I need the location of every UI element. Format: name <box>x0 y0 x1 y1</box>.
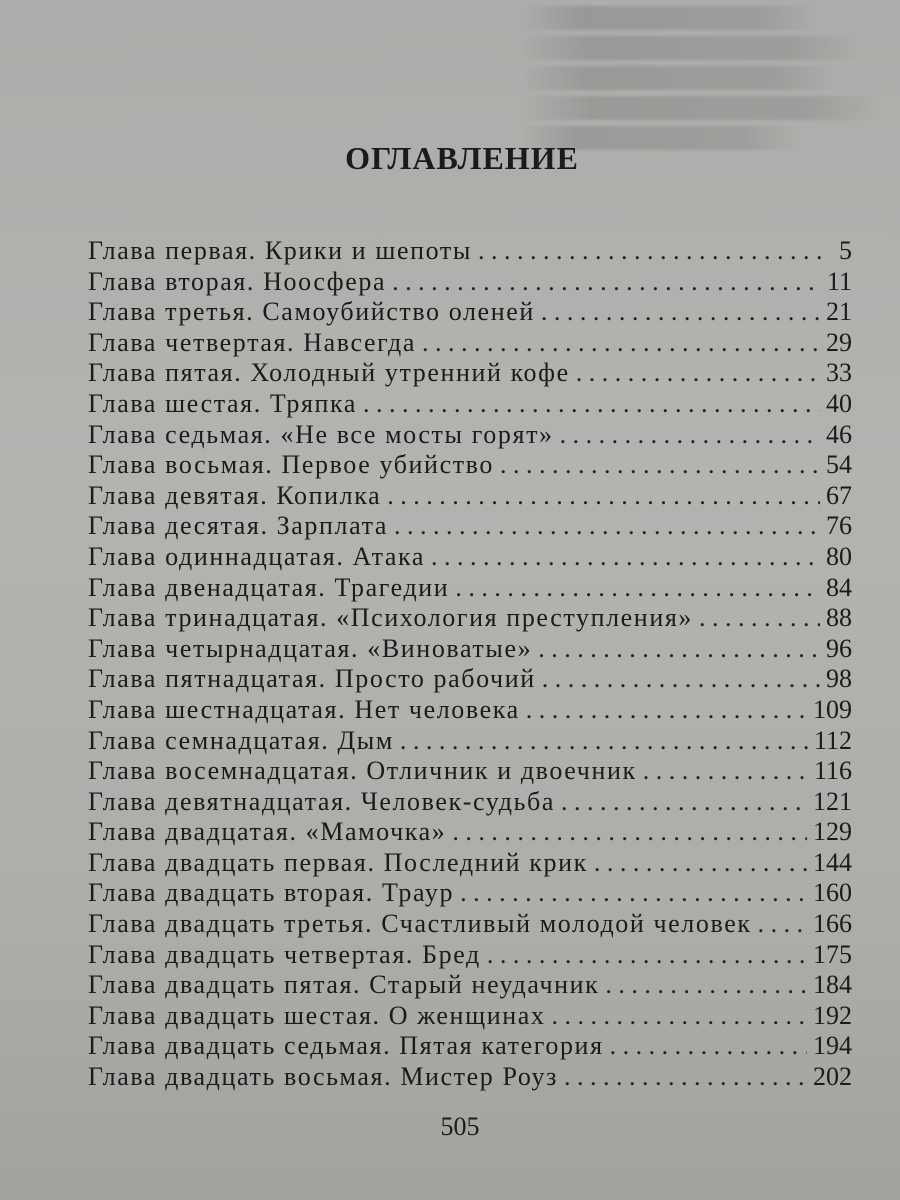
dot-leader <box>594 848 807 879</box>
chapter-title: Глава двадцатая. «Мамочка» <box>88 817 447 847</box>
dot-leader <box>542 664 820 695</box>
chapter-page-number: 109 <box>813 694 852 724</box>
toc-entry <box>88 695 852 726</box>
dot-leader <box>551 1001 807 1032</box>
chapter-page-number: 192 <box>813 1000 852 1030</box>
dot-leader <box>500 450 820 481</box>
toc-entry <box>88 756 852 787</box>
chapter-title: Глава двадцать первая. Последний крик <box>88 847 588 877</box>
chapter-page-number: 11 <box>826 266 852 296</box>
chapter-title: Глава пятнадцатая. Просто рабочий <box>88 664 536 694</box>
toc-entry <box>88 450 852 481</box>
dot-leader <box>564 1062 807 1093</box>
chapter-title: Глава четвертая. Навсегда <box>88 327 417 357</box>
table-of-contents <box>88 236 852 1093</box>
dot-leader <box>643 756 808 787</box>
chapter-title: Глава первая. Крики и шепоты <box>88 236 472 265</box>
chapter-page-number: 194 <box>813 1031 852 1061</box>
chapter-title: Глава вторая. Ноосфера <box>88 266 387 296</box>
toc-entry <box>88 603 852 634</box>
chapter-page-number: 80 <box>826 541 852 571</box>
dot-leader <box>392 267 821 298</box>
dot-leader <box>699 603 820 634</box>
toc-entry <box>88 297 852 328</box>
toc-entry <box>88 787 852 818</box>
chapter-title: Глава семнадцатая. Дым <box>88 725 394 755</box>
chapter-page-number: 112 <box>813 725 852 755</box>
dot-leader <box>452 817 807 848</box>
chapter-page-number: 33 <box>826 358 852 388</box>
chapter-title: Глава шестая. Тряпка <box>88 388 358 418</box>
chapter-page-number: 129 <box>813 817 852 847</box>
chapter-title: Глава двенадцатая. Трагедии <box>88 572 450 602</box>
dot-leader <box>560 420 820 451</box>
chapter-title: Глава восемнадцатая. Отличник и двоечник <box>88 756 637 786</box>
chapter-title: Глава двадцать седьмая. Пятая категория <box>88 1031 604 1061</box>
dot-leader <box>363 389 820 420</box>
chapter-page-number: 46 <box>826 419 852 449</box>
dot-leader <box>460 878 807 909</box>
chapter-title: Глава четырнадцатая. «Виноватые» <box>88 633 533 663</box>
dot-leader <box>422 328 820 359</box>
dot-leader <box>561 787 807 818</box>
toc-entry <box>88 389 852 420</box>
toc-entry <box>88 511 852 542</box>
dot-leader <box>400 726 808 757</box>
dot-leader <box>605 970 807 1001</box>
dot-leader <box>478 236 826 267</box>
chapter-page-number: 160 <box>813 878 852 908</box>
toc-entry <box>88 1001 852 1032</box>
dot-leader <box>394 511 820 542</box>
chapter-page-number: 67 <box>826 480 852 510</box>
chapter-page-number: 54 <box>826 450 852 480</box>
dot-leader <box>541 297 820 328</box>
toc-entry <box>88 878 852 909</box>
dot-leader <box>538 634 820 665</box>
chapter-page-number: 116 <box>813 756 852 786</box>
chapter-title: Глава шестнадцатая. Нет человека <box>88 694 520 724</box>
toc-entry <box>88 817 852 848</box>
chapter-title: Глава одиннадцатая. Атака <box>88 541 425 571</box>
chapter-title: Глава двадцать третья. Счастливый молодой человек <box>88 909 752 939</box>
toc-entry <box>88 1062 852 1093</box>
chapter-title: Глава двадцать четвертая. Бред <box>88 939 481 969</box>
dot-leader <box>758 909 807 940</box>
chapter-page-number: 98 <box>826 664 852 694</box>
chapter-title: Глава десятая. Зарплата <box>88 511 388 541</box>
dot-leader <box>455 573 820 604</box>
toc-entry <box>88 420 852 451</box>
toc-entry <box>88 1031 852 1062</box>
chapter-page-number: 21 <box>826 297 852 327</box>
toc-entry <box>88 634 852 665</box>
chapter-title: Глава двадцать восьмая. Мистер Роуз <box>88 1062 558 1092</box>
toc-entry <box>88 909 852 940</box>
chapter-page-number: 202 <box>813 1062 852 1092</box>
toc-entry <box>88 328 852 359</box>
bleed-through-text <box>520 0 900 150</box>
chapter-title: Глава пятая. Холодный утренний кофе <box>88 358 570 388</box>
chapter-title: Глава двадцать вторая. Траур <box>88 878 455 908</box>
chapter-page-number: 40 <box>826 388 852 418</box>
toc-entry <box>88 267 852 298</box>
dot-leader <box>431 542 820 573</box>
toc-entry <box>88 848 852 879</box>
dot-leader <box>610 1031 807 1062</box>
toc-entry <box>88 664 852 695</box>
chapter-page-number: 121 <box>813 786 852 816</box>
chapter-page-number: 175 <box>813 939 852 969</box>
toc-entry <box>88 236 852 267</box>
chapter-title: Глава девятнадцатая. Человек-судьба <box>88 786 556 816</box>
dot-leader <box>487 940 807 971</box>
chapter-title: Глава восьмая. Первое убийство <box>88 450 494 480</box>
page-number: 505 <box>440 1112 480 1141</box>
chapter-page-number: 144 <box>813 847 852 877</box>
toc-entry <box>88 358 852 389</box>
chapter-page-number: 76 <box>826 511 852 541</box>
chapter-title: Глава третья. Самоубийство оленей <box>88 297 535 327</box>
chapter-page-number: 29 <box>826 327 852 357</box>
toc-entry <box>88 542 852 573</box>
toc-entry <box>88 481 852 512</box>
chapter-title: Глава девятая. Копилка <box>88 480 382 510</box>
chapter-title: Глава седьмая. «Не все мосты горят» <box>88 419 554 449</box>
page-title: ОГЛАВЛЕНИЕ <box>345 140 579 176</box>
chapter-page-number: 84 <box>826 572 852 602</box>
dot-leader <box>576 358 820 389</box>
dot-leader <box>526 695 807 726</box>
chapter-page-number: 5 <box>839 236 852 265</box>
toc-entry <box>88 970 852 1001</box>
chapter-page-number: 96 <box>826 633 852 663</box>
chapter-title: Глава двадцать шестая. О женщинах <box>88 1000 546 1030</box>
chapter-title: Глава двадцать пятая. Старый неудачник <box>88 970 600 1000</box>
chapter-title: Глава тринадцатая. «Психология преступления» <box>88 603 693 633</box>
dot-leader <box>387 481 820 512</box>
toc-entry <box>88 573 852 604</box>
chapter-page-number: 166 <box>813 909 852 939</box>
toc-entry <box>88 726 852 757</box>
toc-entry <box>88 940 852 971</box>
chapter-page-number: 184 <box>813 970 852 1000</box>
chapter-page-number: 88 <box>826 603 852 633</box>
